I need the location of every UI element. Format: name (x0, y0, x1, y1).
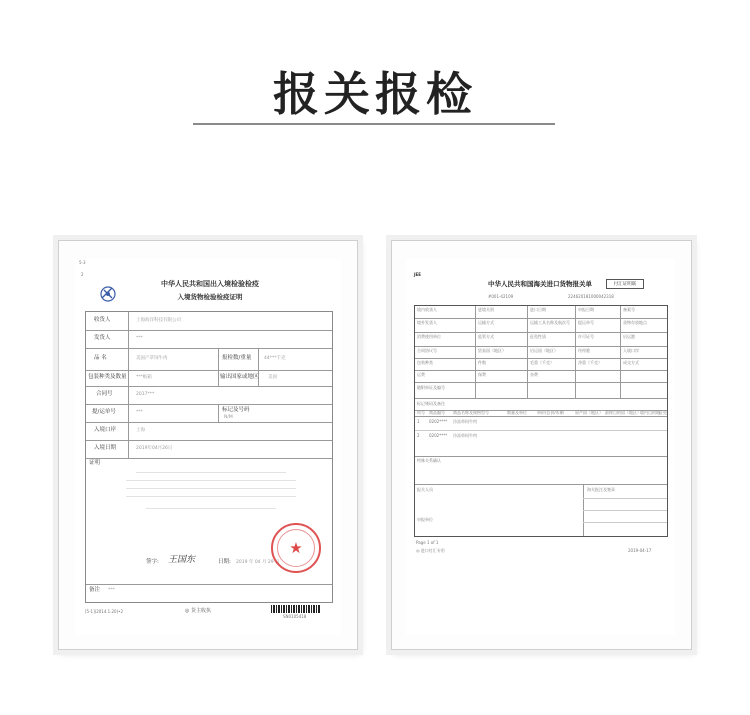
barcode-number: SN0105418 (283, 614, 307, 619)
proof-label: 证明 (89, 460, 101, 466)
item-code: 0202**** (429, 419, 448, 424)
page-title: 报关报检 (273, 67, 477, 121)
item-column: 最终目的国（地区） (605, 410, 641, 415)
field-label: 杂费 (530, 372, 538, 377)
item-no: 1 (417, 419, 420, 424)
field-label: 进口日期 (530, 307, 546, 312)
field-label: 货物存放地点 (623, 320, 647, 325)
certificate-subtitle: 入境货物检验检疫证明 (177, 293, 243, 301)
date-label: 日期: (218, 559, 231, 565)
declaration-title: 中华人民共和国海关进口货物报关单 (488, 280, 592, 288)
field-label: 合同协议号 (417, 348, 437, 353)
date-value: 2019 年 04 月 29 日 (236, 560, 280, 565)
remark-label: 备注 (89, 587, 101, 593)
weight-label: 报检数/重量 (222, 355, 252, 361)
form-code: [5-1](2014.1.20)•2 (85, 609, 124, 614)
page-indicator: Page 1 of 1 (416, 540, 439, 545)
title-divider (193, 123, 555, 125)
field-label: 运输方式 (478, 320, 494, 325)
customs-label: 海关批注及签章 (587, 487, 615, 492)
signature-value: 王国东 (168, 555, 196, 565)
official-seal-stamp (271, 523, 321, 573)
package-label: 包装种类及数量 (88, 374, 127, 380)
holder-copy-label: ◎ 货主收执 (185, 608, 211, 614)
field-label: 征免性质 (530, 334, 546, 339)
seal-star-icon: ★ (289, 538, 303, 557)
product-name-label: 品 名 (94, 355, 107, 361)
barcode (271, 605, 321, 613)
declarant-unit-label: 申报单位 (417, 517, 433, 522)
field-label: 毛重（千克） (530, 360, 554, 365)
item-column: 商品名称及规格型号 (453, 410, 489, 415)
marks-value: N/M (224, 415, 233, 420)
item-column: 项号 (417, 410, 425, 415)
item-no: 2 (417, 433, 420, 438)
item-column: 商品编号 (429, 410, 445, 415)
certificate-title: 中华人民共和国出入境检验检疫 (161, 280, 259, 288)
corner-mark: 5-3 (79, 260, 86, 265)
field-label: 净重（千克） (578, 360, 602, 365)
consignee-value: 上海海洋科技有限公司 (136, 318, 181, 323)
certificate-frame (58, 240, 358, 650)
entry-date-value: 2019年04月26日 (136, 446, 173, 451)
field-label: 申报日期 (578, 307, 594, 312)
pre-entry-number: #001-42109 (488, 294, 514, 299)
item-name: 冷冻草饲牛肉 (453, 419, 477, 424)
origin-country-label: 输出国家或地区 (220, 374, 259, 380)
item-column: 征免 (659, 410, 667, 415)
field-label: 运费 (417, 372, 425, 377)
field-label: 随附单证及编号 (417, 385, 445, 390)
item-column: 单价/总价/币制 (537, 410, 564, 415)
field-label: 境内收货人 (417, 307, 437, 312)
item-name: 冷冻草饲牛肉 (453, 433, 477, 438)
port-value: 上海 (136, 428, 145, 433)
contract-label: 合同号 (96, 391, 113, 397)
field-label: 成交方式 (623, 360, 639, 365)
header-mark: JEE (414, 272, 421, 277)
field-label: 保费 (478, 372, 486, 377)
field-label: 包装种类 (417, 360, 433, 365)
field-label: 启运港 (623, 334, 635, 339)
declaration-table (414, 305, 668, 537)
field-label: 标记唛码及备注 (417, 401, 445, 406)
item-code: 0202**** (429, 433, 448, 438)
footer-note: ◎ 进口付汇专用 (416, 548, 445, 553)
field-label: 备案号 (623, 307, 635, 312)
field-label: 监管方式 (478, 334, 494, 339)
item-column: 境内目的地 (640, 410, 660, 415)
field-label: 提运单号 (578, 320, 594, 325)
corner-mark: 2 (81, 272, 84, 277)
copy-type-box: 付汇证明联 (606, 279, 644, 289)
bill-no-label: 提/运单号 (92, 409, 116, 415)
declaration-frame (391, 240, 692, 650)
shipper-label: 发货人 (94, 335, 111, 341)
field-label: 启运国（地区） (530, 348, 558, 353)
item-column: 数量及单位 (507, 410, 527, 415)
item-column: 原产国（地区） (575, 410, 603, 415)
field-label: 运输工具名称及航次号 (530, 320, 570, 325)
shipper-value: *** (136, 336, 143, 341)
certificate-document (75, 259, 341, 635)
port-label: 入境口岸 (94, 427, 117, 433)
contract-value: 2017*** (136, 392, 155, 397)
weight-value: 44***千克 (264, 356, 286, 361)
field-label: 贸易国（地区） (478, 348, 506, 353)
declaration-document (406, 259, 675, 635)
declarant-label: 报关人员 (417, 487, 433, 492)
tax-label: 特殊关系确认 (417, 458, 441, 463)
bill-no-value: *** (136, 410, 143, 415)
field-label: 境外发货人 (417, 320, 437, 325)
entry-number: 224620181000042318 (568, 294, 614, 299)
signature-label: 签字: (146, 559, 159, 565)
field-label: 消费使用单位 (417, 334, 441, 339)
entry-date-label: 入境日期 (94, 445, 117, 451)
field-label: 进境关别 (478, 307, 494, 312)
product-name-value: 美国产草饲牛肉 (136, 356, 168, 361)
field-label: 许可证号 (578, 334, 594, 339)
footer-date: 2019-04-17 (628, 548, 652, 553)
field-label: 件数 (478, 360, 486, 365)
marks-label: 标记及号码 (222, 407, 250, 413)
field-label: 入境口岸 (623, 348, 639, 353)
origin-country-value: 美国 (268, 375, 277, 380)
consignee-label: 收货人 (94, 317, 111, 323)
remark-value: *** (108, 588, 115, 593)
field-label: 经停港 (578, 348, 590, 353)
package-value: ***纸箱 (136, 375, 152, 380)
